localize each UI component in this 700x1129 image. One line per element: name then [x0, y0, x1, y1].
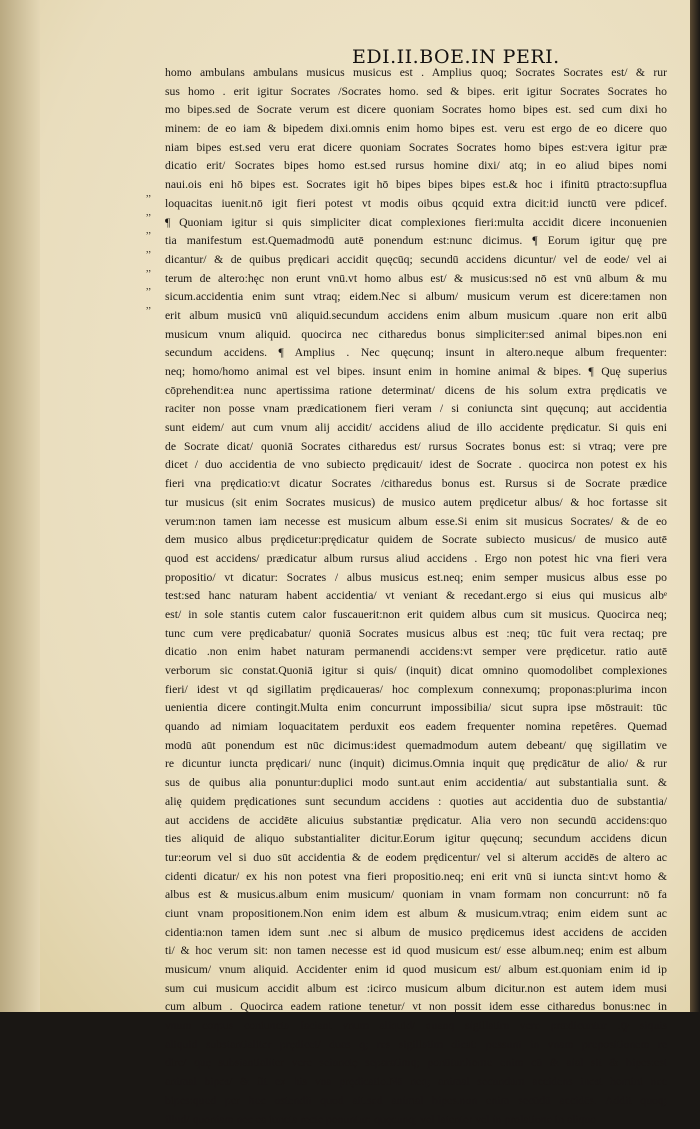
text-line: cidentia:non tamen idem sunt .nec si album de musico prędicemus idest accidens de acciden [165, 924, 667, 943]
text-line: albus est & musicus.album enim musicum/ quoniam in vnam formam non concurrunt: nō fa [165, 886, 667, 905]
running-head: EDI.II.BOE.IN PERI. [352, 46, 560, 68]
text-line: ¶ Quoniam igitur si quis simpliciter dicat complexiones fieri:multa accidit dicere inconuenien [165, 214, 667, 233]
margin-quote-mark: ,, [146, 297, 160, 316]
margin-quote-mark: ,, [146, 185, 160, 204]
binding-gutter [0, 0, 40, 1012]
text-line: propositio/ vt dicatur: Socrates / albus musicus est.neq; enim semper musicus albus esse po [165, 569, 667, 588]
text-line: fieri vna prędicatio:vt dicatur Socrates /citharedus bonus est. Rursus si de Socrate prædice [165, 475, 667, 494]
text-line: tur:eorum vel si duo sūt accidentia & de eodem prędicentur/ vel si alterum accidēs de altero ac [165, 849, 667, 868]
margin-quote-mark: ,, [146, 222, 160, 241]
text-line: erit album musicū vnū aliquid.secundum accidens enim album musicum .quare non erit albū [165, 307, 667, 326]
text-line: musicum vnum aliquid. quocirca nec citharedus bonus simpliciter:sed animal bipes.non eni [165, 326, 667, 345]
text-line: musicum/ vnum aliquid. Accidenter enim id quod musicum est/ album est.quoniam enim id ip [165, 961, 667, 980]
margin-quote-mark: ,, [146, 241, 160, 260]
text-line: tia manifestum est.Quemadmodū autē ponendum est:nunc dicimus. ¶ Eorum igitur quę pre [165, 232, 667, 251]
text-line: sus de quibus alia ponuntur:duplici modo sunt.aut enim accidentia/ aut substantialia sunt. & [165, 774, 667, 793]
text-line: test:sed hanc naturam habent accidentia/ vt veniant & recedant.ergo si eius qui musicus albᵉ [165, 587, 667, 606]
text-line: loquacitas iuenit.nō igit fieri potest vt modis oibus qcquid extra dicit:id iunctū vere pdicef. [165, 195, 667, 214]
text-line: fieri/ idest vt qd sigillatim prędicaueras/ hoc complexum connexumq; proponas:plurima incon [165, 681, 667, 700]
text-line: modū aūt ponendum est nūc dicimus:idest quemadmodum autem debeant/ quę sigillatim ve [165, 737, 667, 756]
text-line: mo bipes.sed de Socrate verum est dicere quoniam Socrates homo bipes est. sed cum dixi ho [165, 101, 667, 120]
text-line: aut accidens de accidēte alicuius substantiæ prędicatur. Alia vero non secundū accidens:quo [165, 812, 667, 831]
page-edge-shadow [690, 0, 700, 1012]
text-line: minem: de eo iam & bipedem dixi.omnis enim homo bipes est. veru est ergo de eo dicere quo [165, 120, 667, 139]
margin-quote-mark: ,, [146, 204, 160, 223]
text-line: ciunt vnam propositionem.Non enim idem est album & musicum.vtraq; enim eidem sunt ac [165, 905, 667, 924]
text-line: dicatio .non enim habet naturam permanendi accidens:vt semper vere prędicetur. ratio autē [165, 643, 667, 662]
text-line: naui.ois eni hō bipes est. Socrates igit hō bipes bipes bipes est.& hoc i ifinitū ptracto:supflua [165, 176, 667, 195]
text-line: sunt eidem/ aut cum vnum alij accidit/ accidens aliud de illo accidente prędicatur. Si quis eni [165, 419, 667, 438]
text-line: verum:non tamen iam necesse est musicum album esse.Si enim sit musicus Socrates/ & de eo [165, 513, 667, 532]
text-line: quod est accidens/ prædicatur album rursus aliud accidens . Ergo non potest hic vna fieri vera [165, 550, 667, 569]
margin-marks [146, 185, 160, 316]
text-line: niam bipes est.sed veru erat dicere quoniam Socrates Socrates homo bipes est:vera igitur præ [165, 139, 667, 158]
text-line: cōprehendit:ea nunc apertissima ratione determinat/ dicens de his solum extra prędicatis ve [165, 382, 667, 401]
text-line: aliquid substantialiter prędicet/ duas q; res sigillatim dicat: possunt in vnam propositionem re [165, 1036, 667, 1055]
text-line: cum album . Quocirca eadem ratione tenetur/ vt non possit idem esse citharedus bonus:nec in [165, 998, 667, 1017]
text-line: dicet / duo accidentia de vno subiecto prędicauit/ idest de Socrate . quocirca non potest ex his [165, 456, 667, 475]
text-line: alię quidem prędicationes sunt secundum accidens : quoties aut accidentia duo de substantia/ [165, 793, 667, 812]
text-line: est/ in sole stantis cutem calor fuscauerit:non erit quidem albus cum sit musicus. Quocirca neq; [165, 606, 667, 625]
text-line: ties aliquid de aliquo substantialiter dicitur.Eorum igitur quęcunq; secundum accidens dicun [165, 830, 667, 849]
text-line: sus homo . erit igitur Socrates /Socrates homo. sed & bipes. erit igitur Socrates Socrates ho [165, 83, 667, 102]
text-line: homo ambulans ambulans musicus musicus est . Amplius quoq; Socrates Socrates est/ & rur [165, 64, 667, 83]
text-line: terum de altero:hęc non erunt vnū.vt homo albus est/ & musicus:sed nō est vnū album & mu [165, 270, 667, 289]
text-line: tur musicus (sit enim Socrates musicus) de musico autem prędicetur albus/ & hoc fortasse sit [165, 494, 667, 513]
text-line: dire/ quę substantialiter vere seiunctę separatimq; ponūtur.homo enim cū & aial sit & bipes:est [165, 1054, 667, 1073]
text-line: secundum accidens. ¶ Amplius . Nec quęcunq; insunt in altero.neque album frequenter: [165, 344, 667, 363]
text-line: raciter non posse vnam prædicationem fieri veram / si coniuncta sint quęcunq; aut accidentia [165, 400, 667, 419]
text-line: ti/ & hoc verum sit: non tamen necesse est id quod musicum est/ esse album.neq; enim est album [165, 942, 667, 961]
text-line: animal bipes/ & fit ex his vna prędicatio.Nā neq; animal secundum accidens inest homini nec [165, 1073, 667, 1092]
text-line: re dicuntur iuncta prędicari/ nunc (inquit) dicimus.Omnia inquit quę prędicātur de alio/ & rur [165, 755, 667, 774]
text-line: de Socrate dicat/ quoniā Socrates citharedus est/ rursus Socrates bonus est: si vtraq; vere pre [165, 438, 667, 457]
text-line: vnum corpus coniuncta faciant vnum aliquid/ quanq sigillatim vere prædicuntur .ꝙ siquis [165, 1017, 667, 1036]
text-line: cidenti dicatur/ ex his non potest vna fieri propositio.neq; eni erit vnū si iuncta sint:vt homo & [165, 868, 667, 887]
text-line: illud/ quoniam nec ea iuncta recte ponuntur: quęcunq; vel latenter vel in prolatione in aliquo [165, 1111, 667, 1129]
text-block [165, 64, 667, 1129]
margin-quote-mark: ,, [146, 278, 160, 297]
text-line: dicatio erit/ Socrates bipes homo est.sed rursus homine dixi/ atq; in eo aliud bipes nomi [165, 157, 667, 176]
text-line: quando ad nimiam loquacitatem perduxit eos eadem frequenter nomina repetêres. Quemad [165, 718, 667, 737]
text-line: verborum sic constat.Quoniā igitur si quis/ (inquit) dicat omnino quomodolibet complexiones [165, 662, 667, 681]
text-line: dicantur/ & de quibus prędicari accidit quęcūq; secundū accidens dicuntur/ vel de eode/ vel ai [165, 251, 667, 270]
text-line: tunc cum vere prędicabatur/ quoniā Socrates musicus albus est :neq; tūc fuit vera rectaq; pre [165, 625, 667, 644]
text-line: bipes:quod per hoc ostendit quod ait.sed animal bipes.non enim secūdū accidēs. Addit quoq; [165, 1092, 667, 1111]
margin-quote-mark: ,, [146, 260, 160, 279]
text-line: uenientia dicere contingit.Multa enim concurrunt impossibilia/ sicut supra ipse mōstrauit: tūc [165, 699, 667, 718]
text-line: sum cui musicum accidit album est :icirco musicum album dicitur.non est autem idem musi [165, 980, 667, 999]
text-line: neq; homo/homo animal est vel bipes. insunt enim in homine animal & bipes. ¶ Quę superius [165, 363, 667, 382]
text-line: dem musico albus prędicetur:prędicatur quidem de Socrate subiecto musicus/ de musico autē [165, 531, 667, 550]
text-line: sicum.accidentia enim sunt vtraq; eidem.Nec si album/ musicum verum est dicere:tamen non [165, 288, 667, 307]
